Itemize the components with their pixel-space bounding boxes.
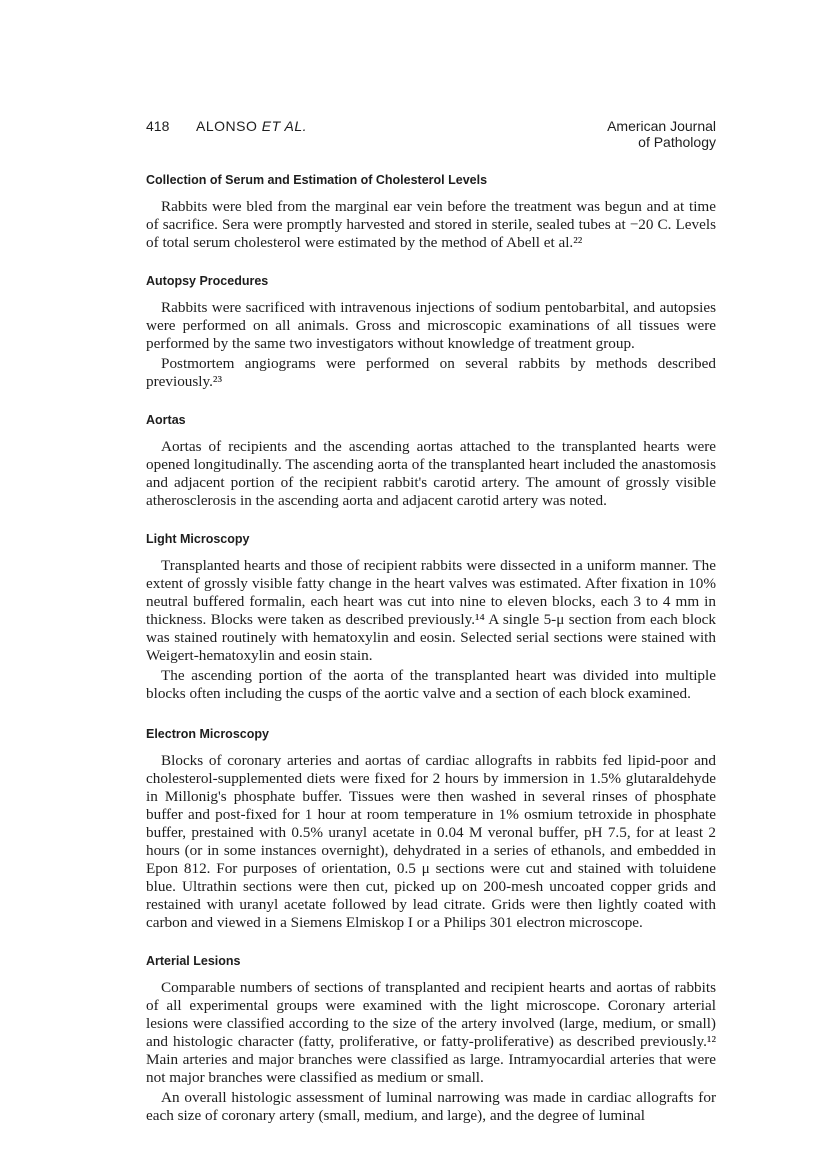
section-autopsy <box>146 273 716 391</box>
section-heading: Arterial Lesions <box>146 954 241 968</box>
journal-name: American Journal of Pathology <box>607 118 716 150</box>
paragraph: Postmortem angiograms were performed on several rabbits by methods described previously.²³ <box>146 355 716 390</box>
section-heading: Electron Microscopy <box>146 727 269 741</box>
running-header <box>146 112 716 152</box>
running-authors: ALONSO ET AL. <box>196 118 308 134</box>
section-electron-microscopy <box>146 726 716 932</box>
section-arterial-lesions <box>146 953 716 1125</box>
paragraph: Rabbits were bled from the marginal ear vein before the treatment was begun and at time of sacrifice. Sera were promptly harvested and stored in sterile, sealed tubes at −20 C. Levels of total serum cholesterol were estimated by the method of Abell et al.²² <box>146 198 716 251</box>
section-heading: Light Microscopy <box>146 532 250 546</box>
section-heading: Autopsy Procedures <box>146 274 269 288</box>
section-serum-cholesterol <box>146 172 716 252</box>
paragraph: Aortas of recipients and the ascending aortas attached to the transplanted hearts were opened longitudinally. The ascending aorta of the transplanted heart included the anastomosis and adjacent portion of the recipient rabbit's carotid artery. The amount of grossly visible atherosclerosis in the ascending aorta and adjacent carotid artery was noted. <box>146 438 716 509</box>
paragraph: The ascending portion of the aorta of the transplanted heart was divided into multiple blocks often including the cusps of the aortic valve and a section of each block examined. <box>146 667 716 702</box>
paragraph: Comparable numbers of sections of transplanted and recipient hearts and aortas of rabbits of all experimental groups were examined with the light microscope. Coronary arterial lesions were classified according to the size of the artery involved (large, medium, or small) and histologic character (fatty, proliferative, or fatty-proliferative) as described previously.¹² Main arteries and major branches were classified as large. Intramyocardial arteries that were not major branches were classified as medium or small. <box>146 979 716 1086</box>
paragraph: Blocks of coronary arteries and aortas of cardiac allografts in rabbits fed lipid-poor and cholesterol-supplemented diets were fixed for 2 hours by immersion in 1.5% glutaraldehyde in Millonig's phosphate buffer. Tissues were then washed in several rinses of phosphate buffer and post-fixed for 1 hour at room temperature in 1% osmium tetroxide in phosphate buffer, prestained with 0.5% uranyl acetate in 0.04 M veronal buffer, pH 7.5, for at least 2 hours (or in some instances overnight), dehydrated in a series of ethanols, and embedded in Epon 812. For purposes of orientation, 0.5 μ sections were cut and stained with toluidene blue. Ultrathin sections were then cut, picked up on 200-mesh uncoated copper grids and restained with uranyl acetate followed by lead citrate. Grids were then lightly coated with carbon and viewed in a Siemens Elmiskop I or a Philips 301 electron microscope. <box>146 752 716 931</box>
section-aortas <box>146 412 716 510</box>
paragraph: Transplanted hearts and those of recipient rabbits were dissected in a uniform manner. The extent of grossly visible fatty change in the heart valves was estimated. After fixation in 10% neutral buffered formalin, each heart was cut into nine to eleven blocks, each 3 to 4 mm in thickness. Blocks were taken as described previously.¹⁴ A single 5-μ section from each block was stained routinely with hematoxylin and eosin. Selected serial sections were stained with Weigert-hematoxylin and eosin stain. <box>146 557 716 664</box>
section-heading: Aortas <box>146 413 186 427</box>
section-heading: Collection of Serum and Estimation of Cholesterol Levels <box>146 173 488 187</box>
section-light-microscopy <box>146 531 716 703</box>
paragraph: An overall histologic assessment of luminal narrowing was made in cardiac allografts for each size of coronary artery (small, medium, and large), and the degree of luminal <box>146 1089 716 1124</box>
article-page <box>146 112 716 1125</box>
page-number: 418 <box>146 118 170 134</box>
paragraph: Rabbits were sacrificed with intravenous injections of sodium pentobarbital, and autopsies were performed on all animals. Gross and microscopic examinations of all tissues were performed by the same two investigators without knowledge of treatment group. <box>146 299 716 352</box>
